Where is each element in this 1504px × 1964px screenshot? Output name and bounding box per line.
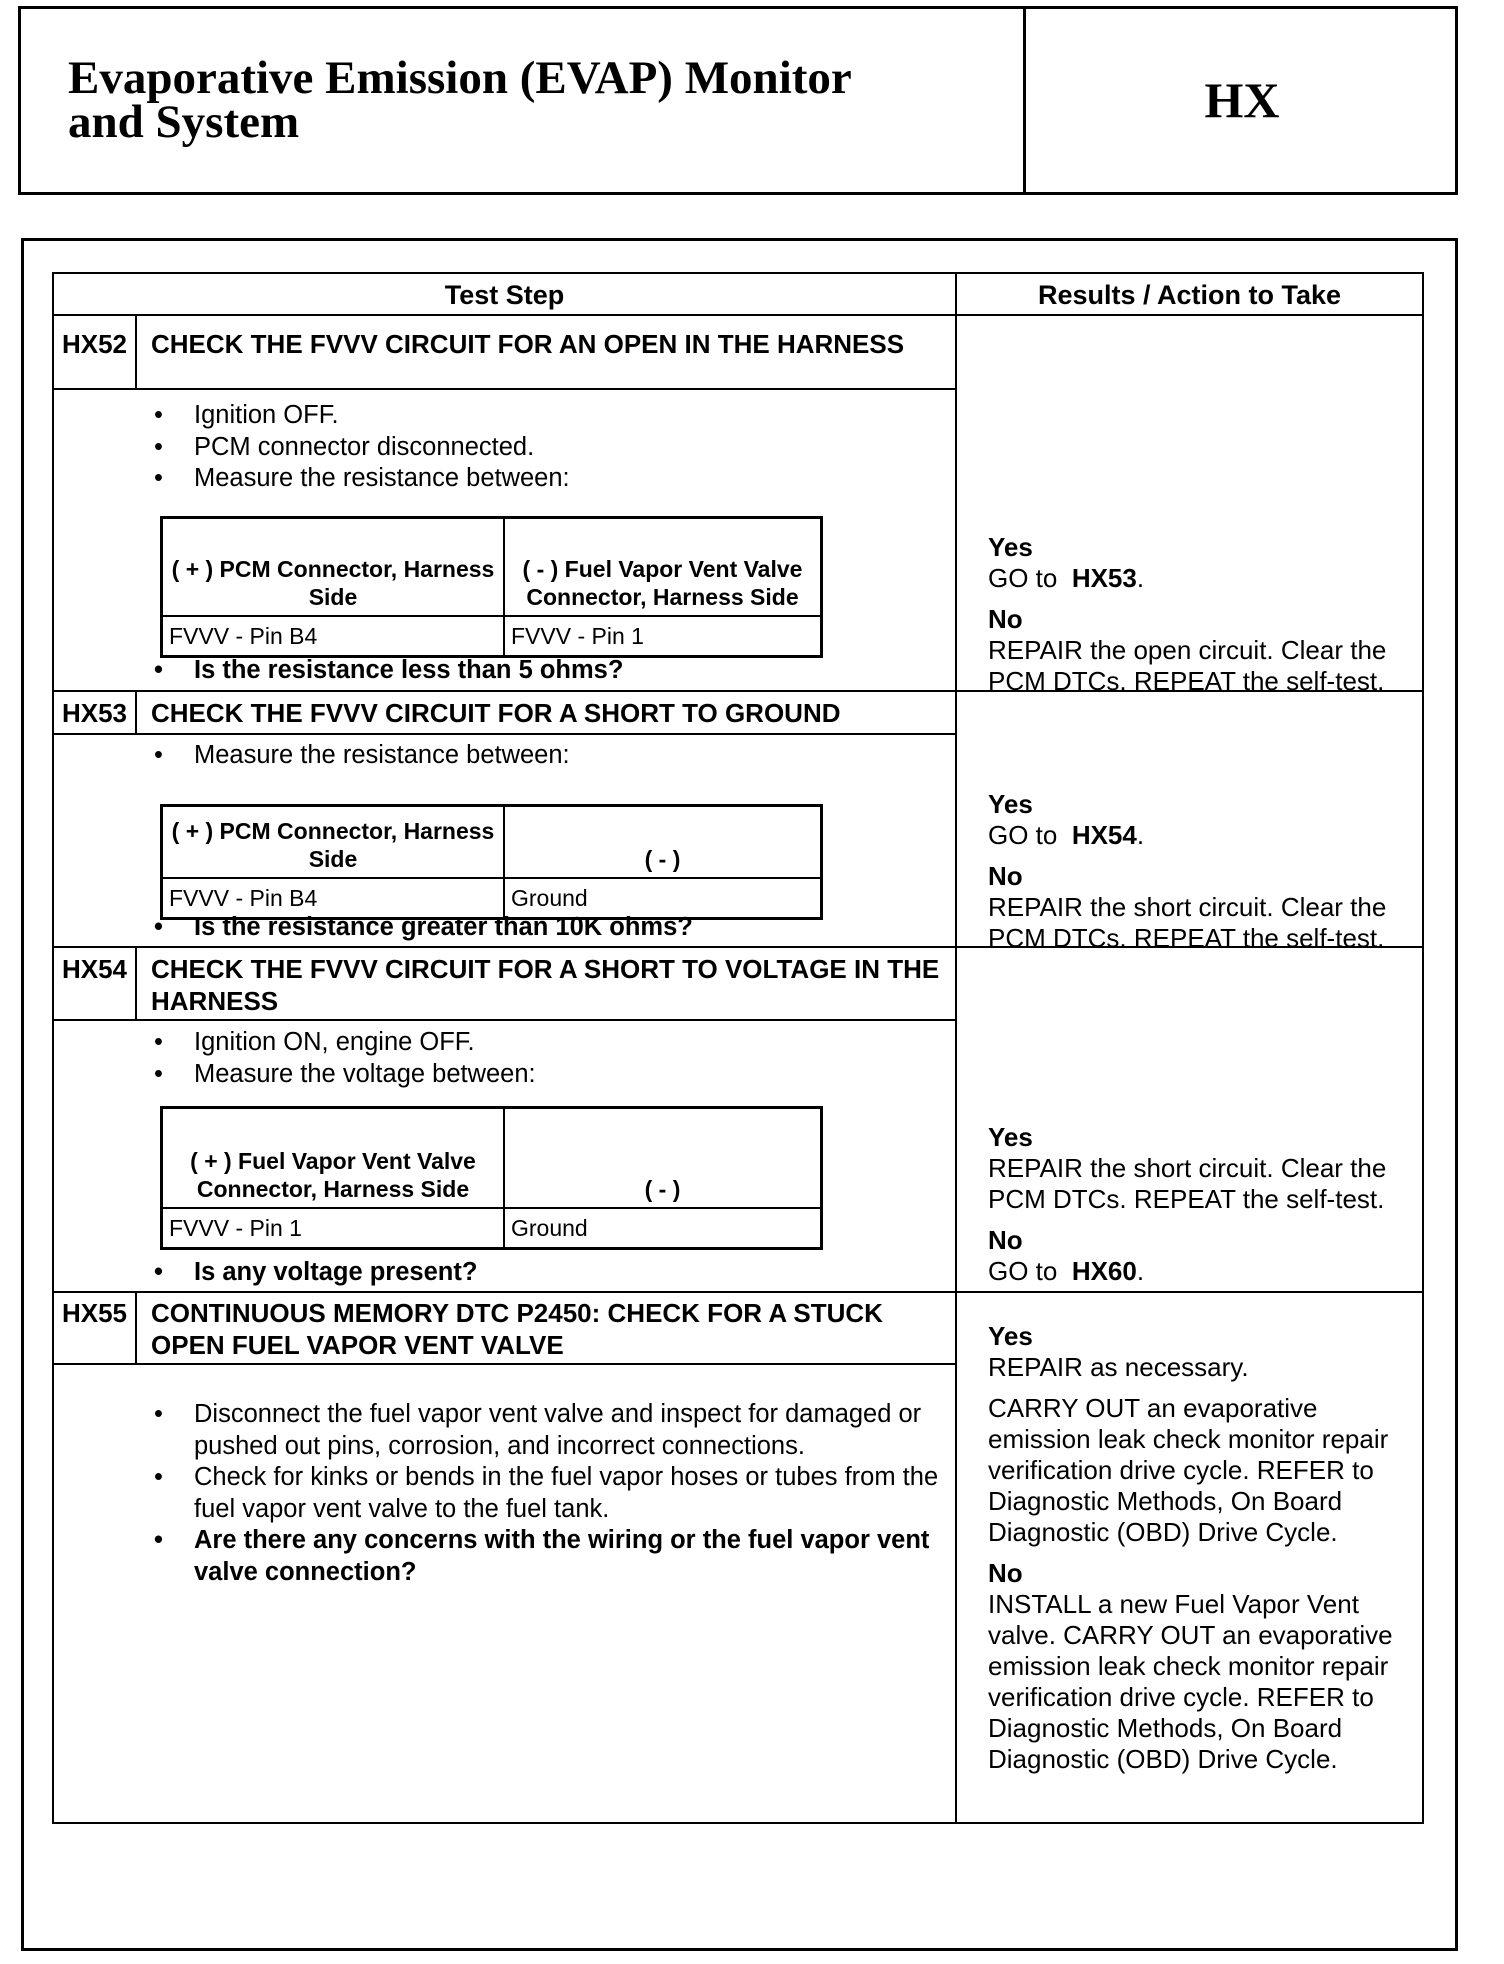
result-yes-label: Yes [988, 1321, 1033, 1351]
step-number: HX54 [61, 954, 128, 984]
instruction-item: • Ignition ON, engine OFF. [150, 1027, 940, 1059]
result-yes-action [988, 563, 1418, 594]
result-no-action: INSTALL a new Fuel Vapor Vent valve. CARRY OUT an evaporative emission leak check monitor repair verification drive cycle. REFER to Diagnostic Methods, On Board Diagnostic (OBD) Drive Cycle. [988, 1589, 1393, 1774]
step-results [988, 789, 1418, 954]
step-number-divider [135, 1291, 137, 1364]
measurement-value-negative: FVVV - Pin 1 [504, 616, 822, 657]
step-number: HX52 [61, 329, 128, 359]
page-title-line1: Evaporative Emission (EVAP) Monitor [68, 52, 852, 104]
page-title [68, 52, 1008, 148]
instruction-item: • PCM connector disconnected. [150, 432, 940, 464]
step-results [988, 1122, 1418, 1287]
result-yes-label: Yes [988, 789, 1033, 819]
step-title-divider [52, 388, 956, 390]
result-no-label: No [988, 1225, 1023, 1255]
measurement-value-positive: FVVV - Pin 1 [162, 1208, 505, 1249]
result-no-label: No [988, 604, 1023, 634]
punctuation: . [1136, 820, 1145, 850]
instruction-item: • Disconnect the fuel vapor vent valve and inspect for damaged or pushed out pins, corrosion, and incorrect connections. [150, 1399, 940, 1462]
step-instructions [150, 1399, 940, 1588]
table-border-right [1422, 272, 1424, 1824]
result-no-label: No [988, 861, 1023, 891]
result-no-action: REPAIR the short circuit. Clear the PCM DTCs. REPEAT the self-test. [988, 892, 1387, 953]
step-question [150, 1257, 940, 1289]
result-yes-label: Yes [988, 532, 1033, 562]
question-item: • Is the resistance greater than 10K ohms? [150, 912, 940, 944]
measurement-header-positive: ( + ) PCM Connector, Harness Side [162, 518, 505, 616]
step-title-divider [52, 733, 956, 735]
table-border-left [52, 272, 54, 1824]
result-yes-text: GO to [988, 563, 1065, 593]
step-title-divider [52, 1019, 956, 1021]
result-no-text: GO to [988, 1256, 1065, 1286]
measurement-table [160, 516, 823, 658]
measurement-value-negative: Ground [504, 1208, 822, 1249]
measurement-header-positive: ( + ) Fuel Vapor Vent Valve Connector, Harness Side [162, 1108, 505, 1208]
step-instructions [150, 1027, 940, 1090]
instruction-item: • Measure the resistance between: [150, 740, 940, 772]
instruction-item: • Measure the voltage between: [150, 1059, 940, 1091]
result-yes-followup: CARRY OUT an evaporative emission leak check monitor repair verification drive cycle. REFER to Diagnostic Methods, On Board Diagnostic (OBD) Drive Cycle. [988, 1393, 1389, 1547]
step-title: CHECK THE FVVV CIRCUIT FOR A SHORT TO VOLTAGE IN THE HARNESS [151, 954, 940, 1016]
column-header-results: Results / Action to Take [1037, 280, 1342, 310]
goto-step-link[interactable]: HX60 [1071, 1256, 1137, 1286]
question-item: • Is any voltage present? [150, 1257, 940, 1289]
result-no-label: No [988, 1558, 1023, 1588]
measurement-value-negative: Ground [504, 878, 822, 919]
step-title: CONTINUOUS MEMORY DTC P2450: CHECK FOR A STUCK OPEN FUEL VAPOR VENT VALVE [151, 1298, 883, 1360]
punctuation: . [1136, 1256, 1145, 1286]
instruction-item: • Measure the resistance between: [150, 463, 940, 495]
step-number-divider [135, 946, 137, 1020]
question-item: • Are there any concerns with the wiring or the fuel vapor vent valve connection? [150, 1525, 940, 1588]
measurement-header-negative: ( - ) Fuel Vapor Vent Valve Connector, Harness Side [504, 518, 822, 616]
result-yes-action: REPAIR the short circuit. Clear the PCM DTCs. REPEAT the self-test. [988, 1153, 1387, 1214]
instruction-item: • Ignition OFF. [150, 400, 940, 432]
step-results [988, 532, 1418, 697]
instruction-item: • Check for kinks or bends in the fuel vapor hoses or tubes from the fuel vapor vent valve to the fuel tank. [150, 1462, 940, 1525]
page-title-line2: and System [68, 96, 300, 148]
step-question [150, 655, 940, 687]
step-title-divider [52, 1363, 956, 1365]
step-title: CHECK THE FVVV CIRCUIT FOR A SHORT TO GROUND [151, 698, 841, 728]
measurement-header-negative: ( - ) [504, 1108, 822, 1208]
step-instructions [150, 400, 940, 495]
column-header-test-step: Test Step [444, 280, 565, 310]
step-instructions [150, 740, 940, 772]
result-yes-action: REPAIR as necessary. [988, 1352, 1249, 1382]
measurement-table [160, 804, 823, 920]
table-border-bottom [52, 1822, 1424, 1824]
result-no-action [988, 1256, 1418, 1287]
step-title: CHECK THE FVVV CIRCUIT FOR AN OPEN IN THE HARNESS [151, 329, 905, 359]
result-yes-label: Yes [988, 1122, 1033, 1152]
measurement-header-negative: ( - ) [504, 806, 822, 878]
step-results [988, 1321, 1418, 1775]
goto-step-link[interactable]: HX54 [1071, 820, 1137, 850]
measurement-value-positive: FVVV - Pin B4 [162, 616, 505, 657]
step-number: HX53 [61, 698, 128, 728]
measurement-value-positive: FVVV - Pin B4 [162, 878, 505, 919]
step-number: HX55 [61, 1298, 128, 1328]
punctuation: . [1136, 563, 1145, 593]
results-column-divider [955, 272, 957, 1824]
question-item: • Is the resistance less than 5 ohms? [150, 655, 940, 687]
goto-step-link[interactable]: HX53 [1071, 563, 1137, 593]
step-number-divider [135, 690, 137, 734]
result-no-action: REPAIR the open circuit. Clear the PCM DTCs. REPEAT the self-test. [988, 635, 1387, 696]
measurement-header-positive: ( + ) PCM Connector, Harness Side [162, 806, 505, 878]
result-yes-action [988, 820, 1418, 851]
section-code: HX [1204, 72, 1280, 128]
result-yes-text: GO to [988, 820, 1065, 850]
step-divider [52, 1291, 1424, 1293]
measurement-table [160, 1106, 823, 1250]
step-number-divider [135, 314, 137, 389]
step-question [150, 912, 940, 944]
